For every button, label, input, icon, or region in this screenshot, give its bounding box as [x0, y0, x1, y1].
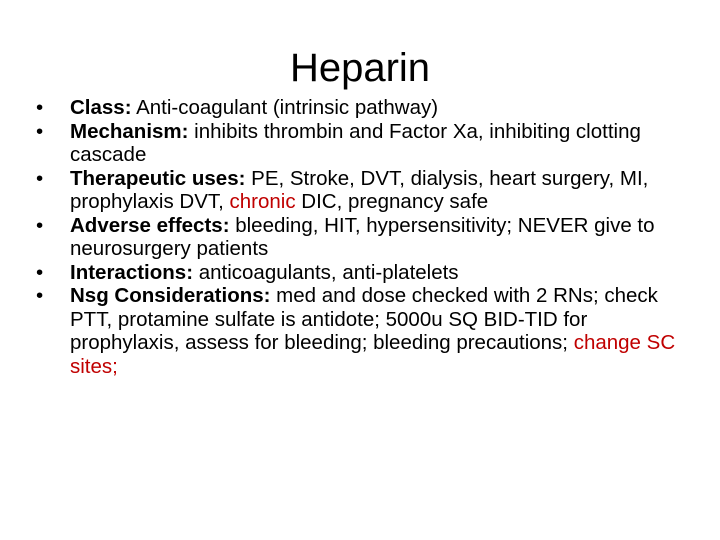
bullet-text: inhibits thrombin and Factor Xa, inhibiting clotting cascade	[70, 119, 641, 166]
bullet-label: Therapeutic uses:	[70, 166, 246, 190]
bullet-nsg-considerations	[36, 284, 696, 378]
bullet-text: bleeding, HIT, hypersensitivity; NEVER give to neurosurgery patients	[70, 213, 655, 260]
bullet-dot-icon: •	[36, 260, 44, 284]
bullet-text: anticoagulants, anti-platelets	[193, 260, 459, 284]
bullet-text-after: DIC, pregnancy safe	[295, 190, 489, 213]
bullet-dot-icon: •	[36, 284, 44, 307]
bullet-interactions	[36, 261, 696, 285]
bullet-dot-icon: •	[36, 166, 44, 190]
bullet-label: Nsg Considerations:	[70, 284, 271, 307]
slide-title: Heparin	[289, 46, 431, 90]
bullet-label: Class:	[70, 96, 132, 119]
bullet-class	[36, 96, 696, 120]
bullet-adverse-effects	[36, 214, 696, 261]
bullet-text: Anti-coagulant (intrinsic pathway)	[131, 96, 439, 119]
bullet-mechanism	[36, 120, 696, 167]
bullet-dot-icon: •	[36, 213, 44, 237]
bullet-text: PE, Stroke, DVT, dialysis, heart surgery, MI, prophylaxis DVT,	[70, 166, 649, 213]
bullet-label: Mechanism:	[70, 119, 189, 143]
bullet-list	[36, 96, 696, 378]
bullet-label: Adverse effects:	[70, 213, 230, 237]
bullet-dot-icon: •	[36, 96, 44, 119]
bullet-label: Interactions:	[70, 260, 194, 284]
highlight-text: chronic	[229, 190, 296, 213]
highlight-text: change SC sites;	[70, 331, 676, 378]
bullet-dot-icon: •	[36, 119, 44, 143]
bullet-text: med and dose checked with 2 RNs; check PTT, protamine sulfate is antidote; 5000u SQ BID-TID for prophylaxis, assess for bleeding; bleeding precautions;	[70, 284, 658, 354]
bullet-therapeutic-uses	[36, 167, 696, 214]
